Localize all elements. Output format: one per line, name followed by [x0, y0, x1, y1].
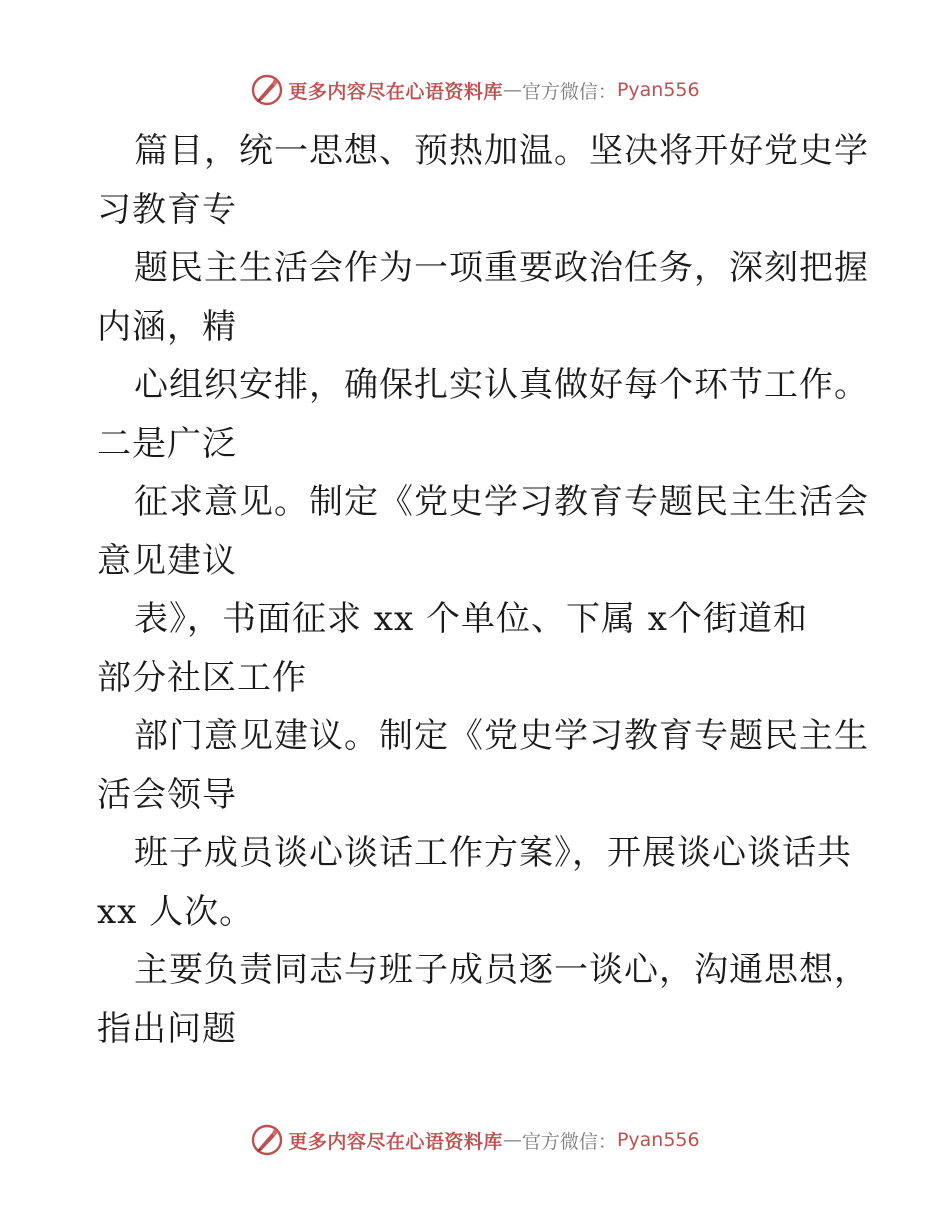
body-line: 部分社区工作	[97, 657, 307, 698]
document-body	[97, 122, 877, 1058]
pen-logo-icon	[250, 73, 284, 107]
footer-banner	[0, 1120, 950, 1160]
body-line: xx 人次。	[97, 891, 255, 932]
body-line: 心组织安排，确保扎实认真做好每个环节工作。	[134, 365, 869, 405]
banner-dash: —	[502, 1129, 522, 1151]
header-banner	[0, 70, 950, 110]
body-line: 征求意见。制定《党史学习教育专题民主生活会	[134, 482, 869, 522]
body-line: 习教育专	[97, 189, 237, 230]
body-line: 班子成员谈心谈话工作方案》，开展谈心谈话共	[134, 833, 852, 873]
body-line: 部门意见建议。制定《党史学习教育专题民主生	[134, 716, 869, 756]
body-line: 篇目，统一思想、预热加温。坚决将开好党史学	[134, 131, 869, 171]
banner-dash: —	[502, 79, 522, 101]
body-line: 主要负责同志与班子成员逐一谈心，沟通思想，	[134, 950, 869, 990]
pen-logo-icon	[250, 1123, 284, 1157]
banner-wechat-label: 官方微信：	[521, 80, 617, 103]
body-line: 活会领导	[97, 774, 237, 815]
body-line: 内涵，精	[97, 306, 237, 347]
body-line: 指出问题	[97, 1008, 237, 1049]
body-line: 二是广泛	[97, 423, 237, 464]
banner-wechat-id: Pyan556	[616, 79, 700, 101]
banner-text: 更多内容尽在心语资料库	[288, 80, 503, 103]
body-line: 题民主生活会作为一项重要政治任务，深刻把握	[134, 248, 869, 288]
banner-text: 更多内容尽在心语资料库	[288, 1130, 503, 1153]
banner-wechat-id: Pyan556	[616, 1129, 700, 1151]
banner-wechat-label: 官方微信：	[521, 1130, 617, 1153]
body-line: 意见建议	[97, 540, 237, 581]
body-line: 表》，书面征求 xx 个单位、下属 x个街道和	[134, 599, 808, 639]
